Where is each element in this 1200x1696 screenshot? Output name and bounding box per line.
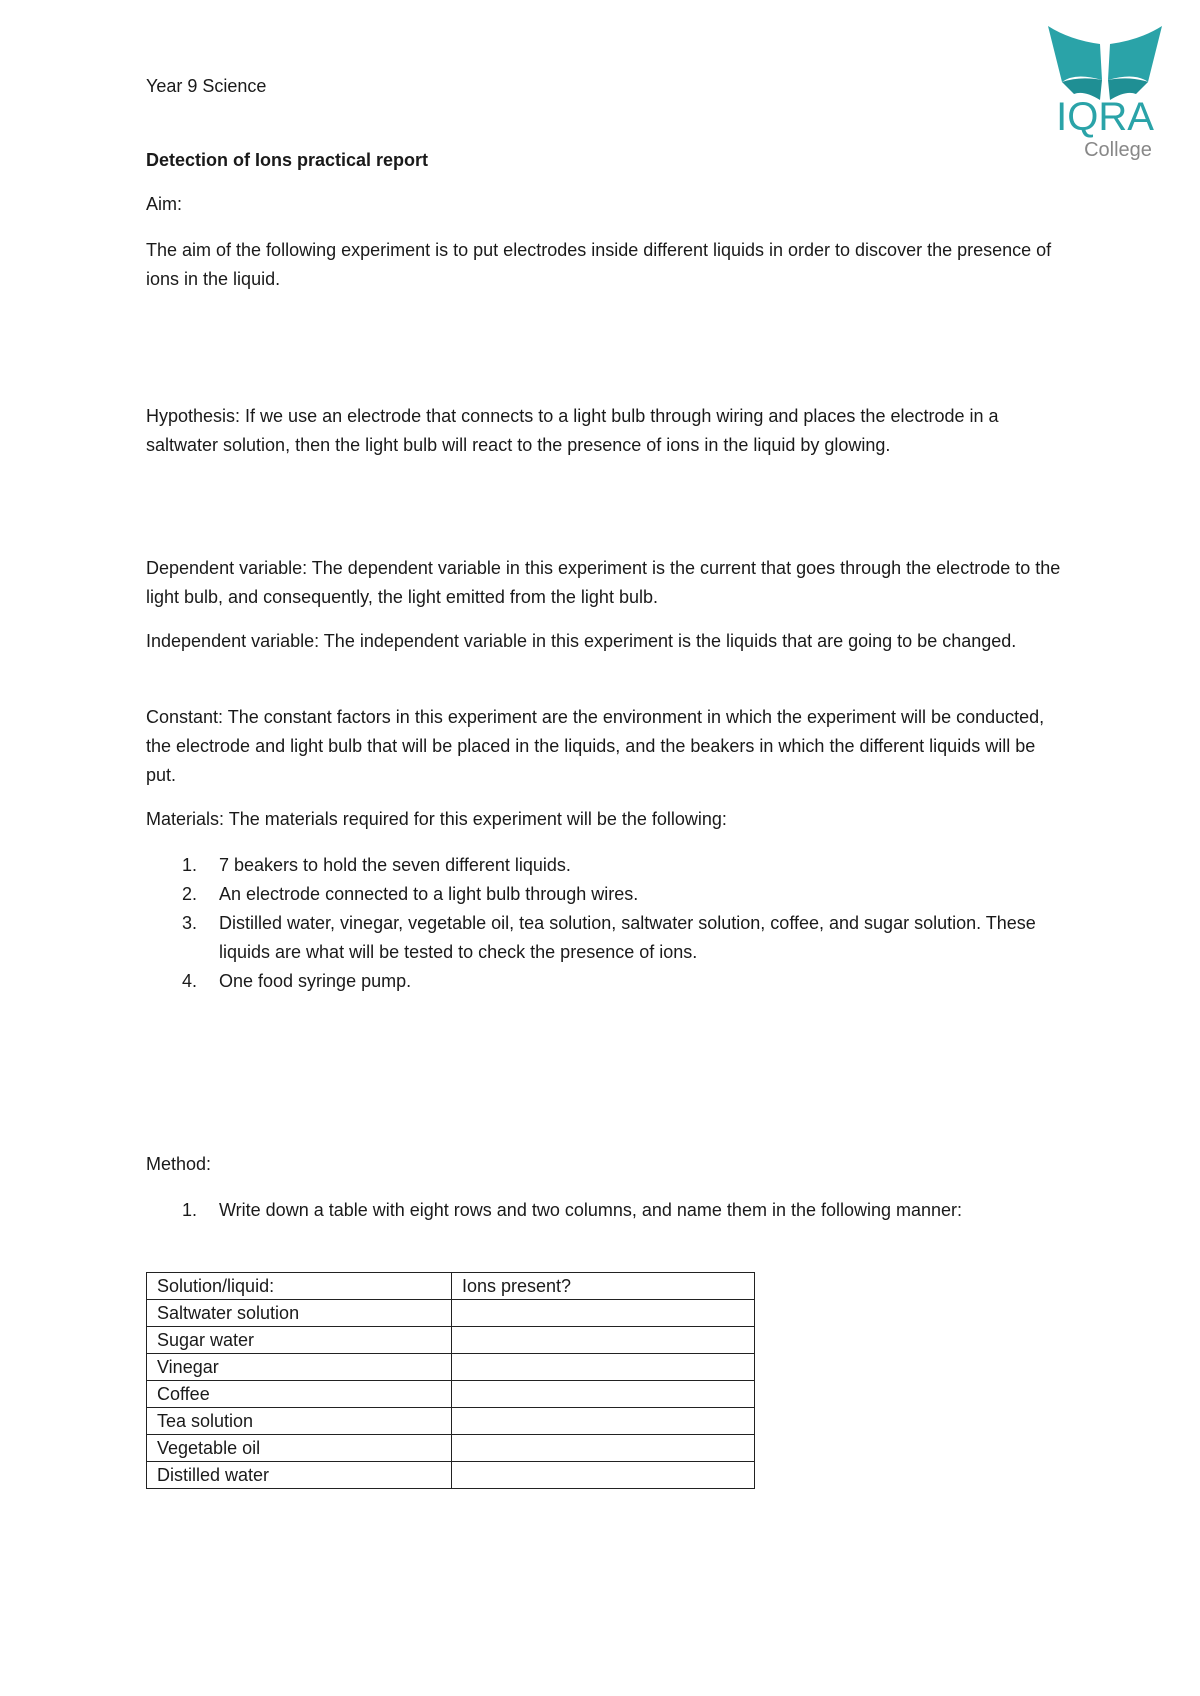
college-logo [1040,20,1170,160]
materials-intro: Materials: The materials required for this experiment will be the following: [146,809,727,829]
page-title: Detection of Ions practical report [146,150,429,170]
list-item [146,1196,1066,1225]
list-item-text: An electrode connected to a light bulb through wires. [219,884,639,904]
hypothesis-text: Hypothesis: If we use an electrode that connects to a light bulb through wiring and places the electrode in a saltwater solution, then the light bulb will react to the presence of ions in the liquid by glowing. [146,406,999,455]
table-row [147,1354,755,1381]
list-item [146,967,1066,996]
table-cell: Coffee [147,1381,452,1408]
table-cell: Saltwater solution [147,1300,452,1327]
independent-variable-text: Independent variable: The independent variable in this experiment is the liquids that are going to be changed. [146,631,1017,651]
aim-text: The aim of the following experiment is to put electrodes inside different liquids in order to discover the presence of ions in the liquid. [146,240,1052,289]
table-header-cell: Solution/liquid: [147,1273,452,1300]
list-item-text: 7 beakers to hold the seven different liquids. [219,855,571,875]
logo-subtitle: College [1084,139,1152,160]
dependent-variable-text: Dependent variable: The dependent variable in this experiment is the current that goes through the electrode to the light bulb, and consequently, the light emitted from the light bulb. [146,558,1061,607]
list-item-text: Write down a table with eight rows and two columns, and name them in the following manner: [219,1200,963,1220]
header-subject: Year 9 Science [146,76,267,96]
list-item-text: One food syringe pump. [219,971,412,991]
table-cell: Sugar water [147,1327,452,1354]
table-row [147,1381,755,1408]
table-cell [452,1408,755,1435]
list-number: 1. [182,1200,198,1220]
ions-table [146,1272,755,1489]
table-cell [452,1435,755,1462]
table-row [147,1408,755,1435]
book-logo-icon [1040,20,1170,160]
table-cell [452,1300,755,1327]
table-row [147,1435,755,1462]
list-number: 3. [182,913,198,933]
table-cell [452,1327,755,1354]
table-header-cell: Ions present? [452,1273,755,1300]
constant-factors-text: Constant: The constant factors in this experiment are the environment in which the experiment will be conducted, the electrode and light bulb that will be placed in the liquids, and the beakers in which the different liquids will be put. [146,707,1045,785]
method-steps [146,1196,1066,1225]
table-cell [452,1462,755,1489]
table-cell [452,1354,755,1381]
list-item [146,909,1066,967]
table-cell: Distilled water [147,1462,452,1489]
table-cell [452,1381,755,1408]
table-row [147,1462,755,1489]
table-cell: Vegetable oil [147,1435,452,1462]
materials-list [146,851,1066,996]
method-label: Method: [146,1154,212,1174]
table-cell: Vinegar [147,1354,452,1381]
logo-wordmark: IQRA [1056,95,1154,139]
list-number: 1. [182,855,198,875]
table-cell: Tea solution [147,1408,452,1435]
list-item-text: Distilled water, vinegar, vegetable oil, tea solution, saltwater solution, coffee, and sugar solution. These liquids are what will be tested to check the presence of ions. [219,913,1036,962]
list-item [146,851,1066,880]
list-number: 4. [182,971,198,991]
list-number: 2. [182,884,198,904]
table-row [147,1300,755,1327]
table-header-row [147,1273,755,1300]
aim-label: Aim: [146,194,182,214]
table-row [147,1327,755,1354]
list-item [146,880,1066,909]
